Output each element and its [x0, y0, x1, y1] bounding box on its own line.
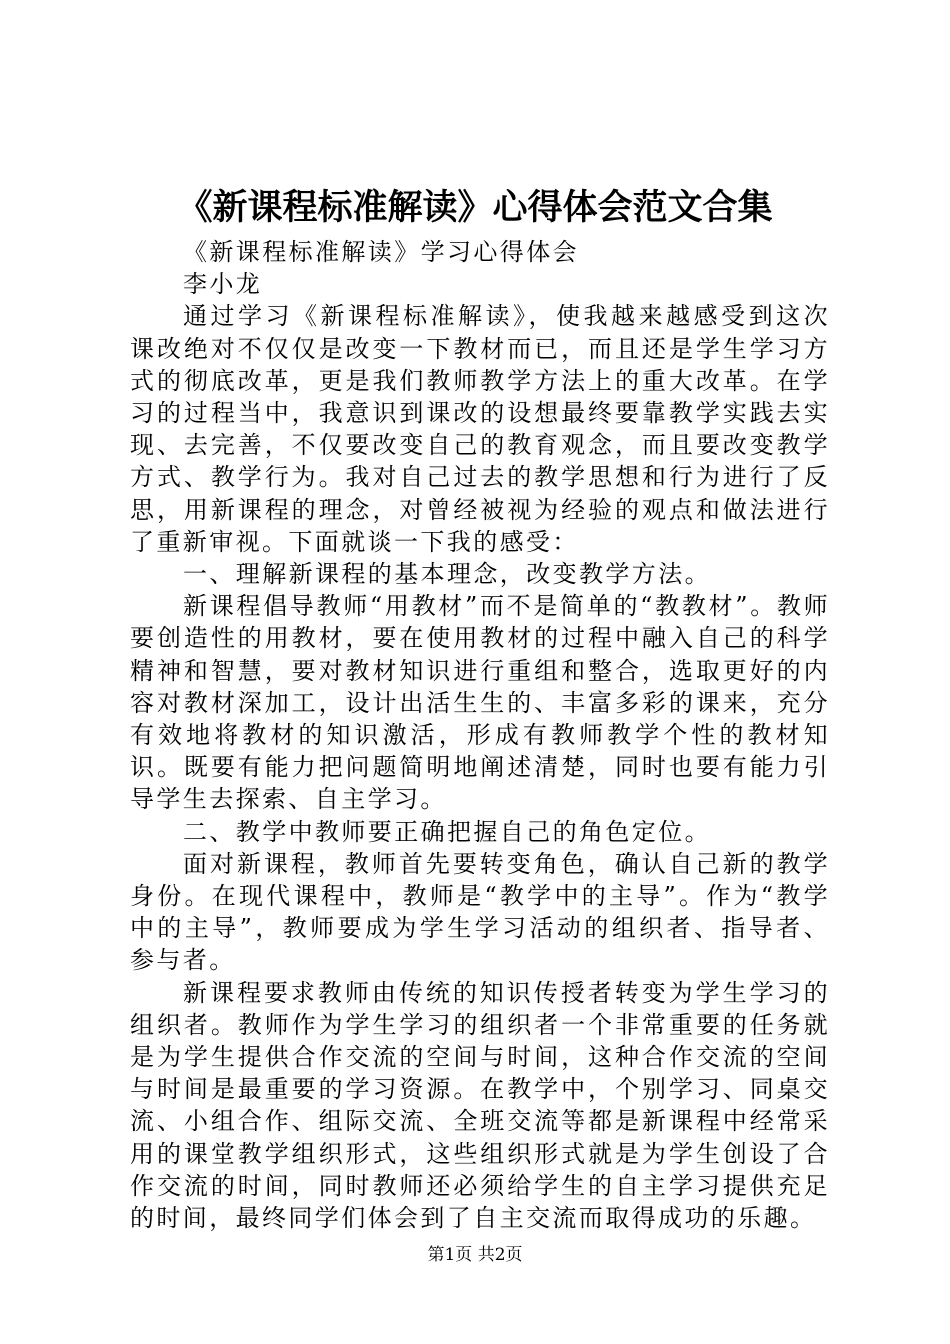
paragraph-section-2b: 新课程要求教师由传统的知识传授者转变为学生学习的组织者。教师作为学生学习的组织者一个非常重要的任务就是为学生提供合作交流的空间与时间，这种合作交流的空间与时间是最重要的学习资源。在教学中，个别学习、同桌交流、小组合作、组际交流、全班交流等都是新课程中经常采用的课堂教学组织形式，这些组织形式就是为学生创设了合作交流的时间，同时教师还必须给学生的自主学习提供充足的时间，最终同学们体会到了自主交流而取得成功的乐趣。 — [130, 978, 830, 1233]
section-heading-1: 一、理解新课程的基本理念，改变教学方法。 — [183, 560, 711, 589]
document-title: 《新课程标准解读》心得体会范文合集 — [177, 187, 773, 228]
paragraph-section-2a: 面对新课程，教师首先要转变角色，确认自己新的教学身份。在现代课程中，教师是“教学中的主导”。作为“教学中的主导”，教师要成为学生学习活动的组织者、指导者、参与者。 — [130, 849, 830, 975]
document-body — [130, 236, 830, 1234]
paragraph-subtitle: 《新课程标准解读》学习心得体会 — [183, 238, 579, 266]
paragraph-intro: 通过学习《新课程标准解读》，使我越来越感受到这次课改绝对不仅仅是改变一下教材而已，而且还是学生学习方式的彻底改革，更是我们教师教学方法上的重大改革。在学习的过程当中，我意识到课改的设想最终要靠教学实践去实现、去完善，不仅要改变自己的教育观念，而且要改变教学方式、教学行为。我对自己过去的教学思想和行为进行了反思，用新课程的理念，对曾经被视为经验的观点和做法进行了重新审视。下面就谈一下我的感受： — [130, 302, 830, 556]
paragraph-section-1: 新课程倡导教师“用教材”而不是简单的“教教材”。教师要创造性的用教材，要在使用教材的过程中融入自己的科学精神和智慧，要对教材知识进行重组和整合，选取更好的内容对教材深加工，设计出活生生的、丰富多彩的课来，充分有效地将教材的知识激活，形成有教师教学个性的教材知识。既要有能力把问题简明地阐述清楚，同时也要有能力引导学生去探索、自主学习。 — [130, 592, 830, 814]
section-heading-2: 二、教学中教师要正确把握自己的角色定位。 — [183, 817, 711, 846]
page-number-footer: 第1页 共2页 — [427, 1245, 523, 1265]
paragraph-author: 李小龙 — [183, 270, 263, 299]
